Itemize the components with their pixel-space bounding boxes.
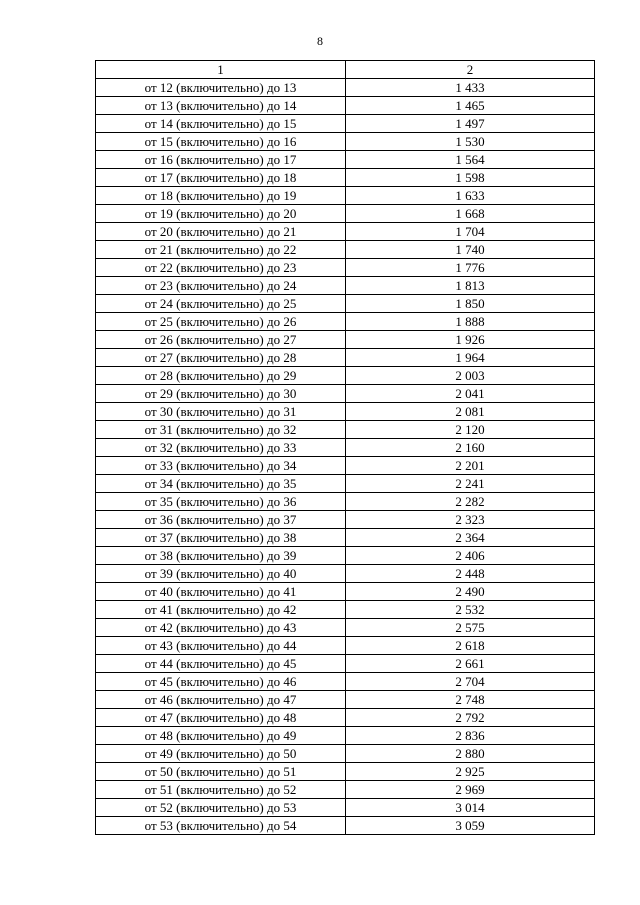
value-cell: 2 748 [346, 691, 595, 709]
table-row [96, 763, 595, 781]
table-row [96, 565, 595, 583]
range-cell: от 23 (включительно) до 24 [96, 277, 346, 295]
table-row [96, 745, 595, 763]
range-cell: от 52 (включительно) до 53 [96, 799, 346, 817]
table-row [96, 583, 595, 601]
value-cell: 3 059 [346, 817, 595, 835]
range-cell: от 17 (включительно) до 18 [96, 169, 346, 187]
value-cell: 1 433 [346, 79, 595, 97]
value-cell: 1 465 [346, 97, 595, 115]
range-cell: от 39 (включительно) до 40 [96, 565, 346, 583]
table-row [96, 457, 595, 475]
table-row [96, 691, 595, 709]
range-cell: от 24 (включительно) до 25 [96, 295, 346, 313]
table-row [96, 187, 595, 205]
range-cell: от 53 (включительно) до 54 [96, 817, 346, 835]
table-row [96, 259, 595, 277]
value-cell: 2 490 [346, 583, 595, 601]
range-cell: от 13 (включительно) до 14 [96, 97, 346, 115]
range-cell: от 34 (включительно) до 35 [96, 475, 346, 493]
table-row [96, 79, 595, 97]
range-cell: от 21 (включительно) до 22 [96, 241, 346, 259]
table-row [96, 205, 595, 223]
range-cell: от 28 (включительно) до 29 [96, 367, 346, 385]
table-row [96, 655, 595, 673]
table-row [96, 97, 595, 115]
table-row [96, 547, 595, 565]
value-cell: 1 850 [346, 295, 595, 313]
table-row [96, 295, 595, 313]
table-row [96, 115, 595, 133]
range-cell: от 36 (включительно) до 37 [96, 511, 346, 529]
table-body [96, 79, 595, 835]
value-cell: 2 575 [346, 619, 595, 637]
range-cell: от 42 (включительно) до 43 [96, 619, 346, 637]
value-cell: 2 836 [346, 727, 595, 745]
range-cell: от 45 (включительно) до 46 [96, 673, 346, 691]
range-cell: от 33 (включительно) до 34 [96, 457, 346, 475]
value-cell: 1 813 [346, 277, 595, 295]
table-row [96, 511, 595, 529]
range-cell: от 26 (включительно) до 27 [96, 331, 346, 349]
value-cell: 1 926 [346, 331, 595, 349]
value-cell: 1 668 [346, 205, 595, 223]
value-cell: 2 241 [346, 475, 595, 493]
page-number: 8 [317, 34, 323, 48]
value-cell: 2 323 [346, 511, 595, 529]
range-cell: от 19 (включительно) до 20 [96, 205, 346, 223]
value-cell: 2 925 [346, 763, 595, 781]
table-row [96, 727, 595, 745]
range-cell: от 31 (включительно) до 32 [96, 421, 346, 439]
range-cell: от 47 (включительно) до 48 [96, 709, 346, 727]
table-row [96, 277, 595, 295]
value-cell: 2 532 [346, 601, 595, 619]
table-row [96, 133, 595, 151]
table-row [96, 475, 595, 493]
value-cell: 1 564 [346, 151, 595, 169]
table-row [96, 349, 595, 367]
table-row [96, 367, 595, 385]
range-cell: от 30 (включительно) до 31 [96, 403, 346, 421]
table-header-row [96, 61, 595, 79]
value-cell: 1 497 [346, 115, 595, 133]
table-row [96, 673, 595, 691]
range-cell: от 41 (включительно) до 42 [96, 601, 346, 619]
value-cell: 2 406 [346, 547, 595, 565]
value-cell: 2 081 [346, 403, 595, 421]
value-cell: 1 964 [346, 349, 595, 367]
value-cell: 3 014 [346, 799, 595, 817]
range-cell: от 14 (включительно) до 15 [96, 115, 346, 133]
range-cell: от 37 (включительно) до 38 [96, 529, 346, 547]
table-row [96, 799, 595, 817]
table-row [96, 421, 595, 439]
table-row [96, 151, 595, 169]
value-cell: 2 969 [346, 781, 595, 799]
range-cell: от 20 (включительно) до 21 [96, 223, 346, 241]
range-cell: от 18 (включительно) до 19 [96, 187, 346, 205]
value-cell: 2 618 [346, 637, 595, 655]
table-row [96, 493, 595, 511]
value-cell: 2 364 [346, 529, 595, 547]
value-cell: 2 282 [346, 493, 595, 511]
table-row [96, 637, 595, 655]
table-row [96, 781, 595, 799]
range-cell: от 48 (включительно) до 49 [96, 727, 346, 745]
value-cell: 2 003 [346, 367, 595, 385]
range-cell: от 12 (включительно) до 13 [96, 79, 346, 97]
table-row [96, 439, 595, 457]
value-cell: 2 160 [346, 439, 595, 457]
value-cell: 1 740 [346, 241, 595, 259]
range-cell: от 25 (включительно) до 26 [96, 313, 346, 331]
value-cell: 2 704 [346, 673, 595, 691]
value-cell: 1 776 [346, 259, 595, 277]
table-row [96, 169, 595, 187]
value-cell: 1 888 [346, 313, 595, 331]
value-cell: 2 661 [346, 655, 595, 673]
value-cell: 2 041 [346, 385, 595, 403]
value-cell: 1 530 [346, 133, 595, 151]
table-row [96, 403, 595, 421]
value-cell: 1 704 [346, 223, 595, 241]
range-cell: от 35 (включительно) до 36 [96, 493, 346, 511]
value-cell: 2 448 [346, 565, 595, 583]
value-cell: 2 792 [346, 709, 595, 727]
column-header-1: 1 [96, 61, 346, 79]
value-cell: 2 201 [346, 457, 595, 475]
range-cell: от 40 (включительно) до 41 [96, 583, 346, 601]
range-cell: от 27 (включительно) до 28 [96, 349, 346, 367]
range-cell: от 38 (включительно) до 39 [96, 547, 346, 565]
table-row [96, 619, 595, 637]
range-cell: от 50 (включительно) до 51 [96, 763, 346, 781]
table-row [96, 385, 595, 403]
range-cell: от 43 (включительно) до 44 [96, 637, 346, 655]
data-table [95, 60, 595, 835]
value-cell: 1 598 [346, 169, 595, 187]
table-row [96, 817, 595, 835]
range-cell: от 29 (включительно) до 30 [96, 385, 346, 403]
table-row [96, 223, 595, 241]
value-cell: 2 880 [346, 745, 595, 763]
table-row [96, 313, 595, 331]
column-header-2: 2 [346, 61, 595, 79]
range-cell: от 44 (включительно) до 45 [96, 655, 346, 673]
value-cell: 1 633 [346, 187, 595, 205]
table-row [96, 331, 595, 349]
range-cell: от 32 (включительно) до 33 [96, 439, 346, 457]
table-row [96, 529, 595, 547]
value-cell: 2 120 [346, 421, 595, 439]
range-cell: от 49 (включительно) до 50 [96, 745, 346, 763]
range-cell: от 51 (включительно) до 52 [96, 781, 346, 799]
table-row [96, 709, 595, 727]
table-row [96, 241, 595, 259]
range-cell: от 15 (включительно) до 16 [96, 133, 346, 151]
range-cell: от 16 (включительно) до 17 [96, 151, 346, 169]
table-row [96, 601, 595, 619]
range-cell: от 46 (включительно) до 47 [96, 691, 346, 709]
range-cell: от 22 (включительно) до 23 [96, 259, 346, 277]
